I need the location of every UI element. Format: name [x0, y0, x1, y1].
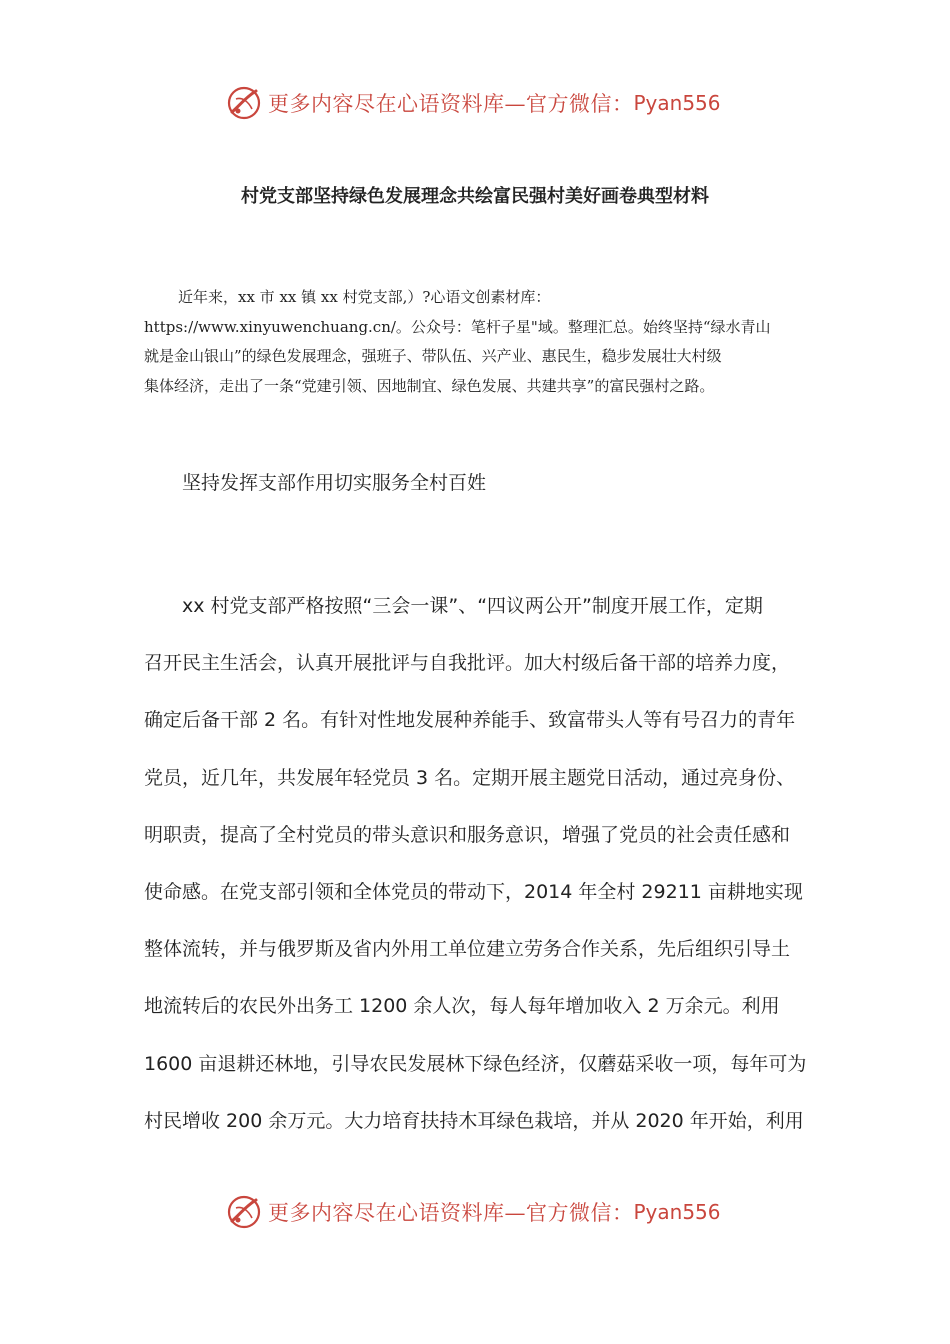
banner-wechat-id: Pyan556: [633, 1200, 721, 1224]
xinyu-logo-icon: [226, 1194, 262, 1230]
document-title: 村党支部坚持绿色发展理念共绘富民强村美好画卷典型材料: [241, 186, 709, 207]
body-line: 召开民主生活会，认真开展批评与自我批评。加大村级后备干部的培养力度，: [144, 652, 791, 675]
body-paragraph: [144, 578, 819, 1150]
body-line: 确定后备干部 2 名。有针对性地发展种养能手、致富带头人等有号召力的青年: [144, 709, 796, 732]
body-line: 整体流转，并与俄罗斯及省内外用工单位建立劳务合作关系，先后组织引导土: [144, 938, 791, 961]
body-line: 1600 亩退耕还林地，引导农民发展林下绿色经济，仅蘑菇采收一项，每年可为: [144, 1052, 807, 1075]
banner-text: 更多内容尽在心语资料库—官方微信：: [268, 92, 634, 116]
intro-line: 近年来，xx 市 xx 镇 xx 村党支部,）?心语文创素材库：: [178, 288, 551, 306]
banner-wechat-id: Pyan556: [633, 91, 721, 115]
intro-paragraph: [144, 283, 816, 401]
banner-text: 更多内容尽在心语资料库—官方微信：: [268, 1201, 634, 1225]
intro-line: https://www.xinyuwenchuang.cn/。公众号：笔杆子星"域。整理汇总。始终坚持“绿水青山: [144, 317, 771, 336]
body-line: 使命感。在党支部引领和全体党员的带动下，2014 年全村 29211 亩耕地实现: [144, 881, 803, 904]
footer-banner: [226, 1192, 746, 1232]
xinyu-logo-icon: [226, 85, 262, 121]
header-banner: [226, 83, 746, 123]
body-line: 明职责，提高了全村党员的带头意识和服务意识，增强了党员的社会责任感和: [144, 823, 791, 846]
section-heading: 坚持发挥支部作用切实服务全村百姓: [182, 472, 487, 494]
body-line: 村民增收 200 余万元。大力培育扶持木耳绿色栽培，并从 2020 年开始，利用: [144, 1109, 804, 1132]
body-line: 地流转后的农民外出务工 1200 余人次，每人每年增加收入 2 万余元。利用: [144, 995, 780, 1018]
body-line: xx 村党支部严格按照“三会一课”、“四议两公开”制度开展工作，定期: [182, 595, 763, 617]
intro-line: 就是金山银山”的绿色发展理念，强班子、带队伍、兴产业、惠民生，稳步发展壮大村级: [144, 347, 722, 365]
body-line: 党员，近几年，共发展年轻党员 3 名。定期开展主题党日活动，通过亮身份、: [144, 766, 796, 789]
intro-line: 集体经济，走出了一条“党建引领、因地制宜、绿色发展、共建共享”的富民强村之路。: [144, 376, 715, 395]
